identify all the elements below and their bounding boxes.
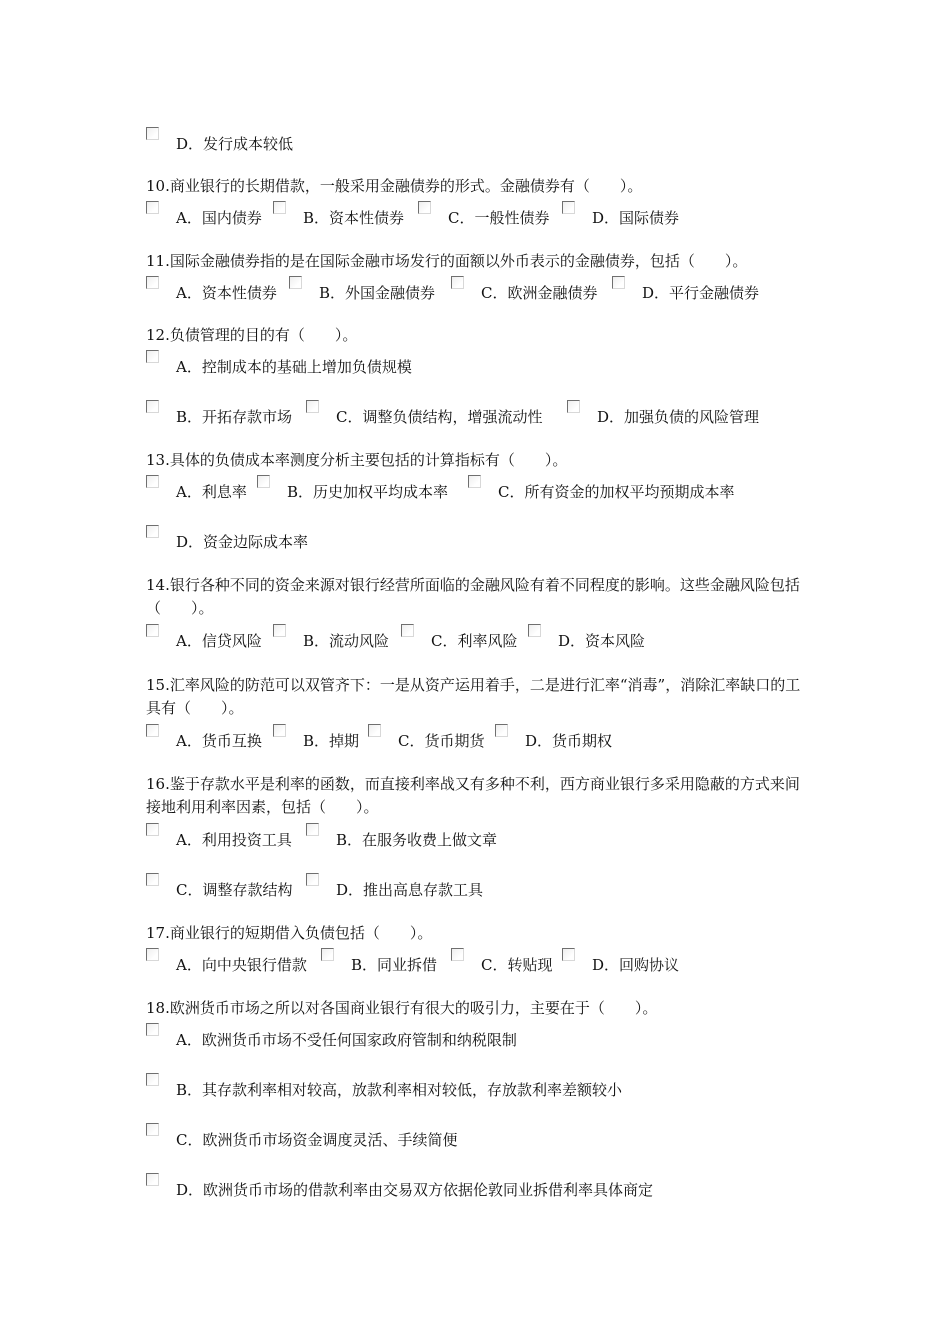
checkbox[interactable]	[146, 624, 159, 637]
option-label: D．货币期权	[525, 732, 613, 750]
option-label: C．调整存款结构	[176, 881, 293, 899]
question-stem	[146, 674, 814, 720]
question-number: 12.	[146, 326, 170, 344]
checkbox[interactable]	[146, 525, 159, 538]
question-number: 17.	[146, 924, 170, 942]
checkbox[interactable]	[146, 127, 159, 140]
option-label: A．控制成本的基础上增加负债规模	[176, 358, 412, 376]
question-stem	[146, 773, 814, 819]
checkbox[interactable]	[146, 475, 159, 488]
option-label: C．转贴现	[481, 956, 553, 974]
question-number: 13.	[146, 451, 170, 469]
question-text: 欧洲货币市场之所以对各国商业银行有很大的吸引力，主要在于（ ）。	[169, 999, 658, 1017]
option-label: D．资本风险	[558, 632, 646, 650]
checkbox[interactable]	[612, 276, 625, 289]
checkbox[interactable]	[289, 276, 302, 289]
option-label: D．欧洲货币市场的借款利率由交易双方依据伦敦同业拆借利率具体商定	[176, 1181, 654, 1199]
checkbox[interactable]	[146, 400, 159, 413]
option-label: C．调整负债结构，增强流动性	[336, 408, 543, 426]
option-label: C．欧洲金融债券	[481, 284, 598, 302]
checkbox[interactable]	[146, 1123, 159, 1136]
question-stem	[146, 574, 814, 620]
question-number: 15.	[146, 676, 170, 694]
checkbox[interactable]	[368, 724, 381, 737]
question-number: 16.	[146, 775, 170, 793]
question-text: 商业银行的短期借入负债包括（ ）。	[169, 924, 433, 942]
question-number: 10.	[146, 177, 170, 195]
option-label: B．在服务收费上做文章	[336, 831, 498, 849]
option-label: B．开拓存款市场	[176, 408, 293, 426]
question-stem	[146, 324, 814, 347]
question-text: 国际金融债券指的是在国际金融市场发行的面额以外币表示的金融债券，包括（ ）。	[169, 252, 748, 270]
checkbox[interactable]	[146, 350, 159, 363]
option-label: B．同业拆借	[351, 956, 438, 974]
option-label: D．平行金融债券	[642, 284, 760, 302]
option-label: A．利息率	[176, 483, 247, 501]
option-label: D．加强负债的风险管理	[597, 408, 760, 426]
option-label: A．信贷风险	[176, 632, 262, 650]
option-label: A．欧洲货币市场不受任何国家政府管制和纳税限制	[176, 1031, 517, 1049]
checkbox[interactable]	[146, 873, 159, 886]
option-label: A．向中央银行借款	[176, 956, 307, 974]
checkbox[interactable]	[146, 1023, 159, 1036]
checkbox[interactable]	[567, 400, 580, 413]
option-label: B．其存款利率相对较高，放款利率相对较低，存放款利率差额较小	[176, 1081, 623, 1099]
checkbox[interactable]	[562, 948, 575, 961]
question-text: 具体的负债成本率测度分析主要包括的计算指标有（ ）。	[169, 451, 568, 469]
checkbox[interactable]	[257, 475, 270, 488]
checkbox[interactable]	[451, 276, 464, 289]
option-label: D．推出高息存款工具	[336, 881, 484, 899]
checkbox[interactable]	[306, 823, 319, 836]
question-text: 银行各种不同的资金来源对银行经营所面临的金融风险有着不同程度的影响。这些金融风险包括（ ）。	[146, 576, 800, 617]
question-text: 汇率风险的防范可以双管齐下：一是从资产运用着手，二是进行汇率“消毒”，消除汇率缺口的工具有（ ）。	[146, 676, 801, 717]
checkbox[interactable]	[468, 475, 481, 488]
option-label: C．所有资金的加权平均预期成本率	[498, 483, 735, 501]
checkbox[interactable]	[401, 624, 414, 637]
question-stem	[146, 997, 814, 1020]
checkbox[interactable]	[146, 948, 159, 961]
checkbox[interactable]	[146, 276, 159, 289]
option-label: C．欧洲货币市场资金调度灵活、手续简便	[176, 1131, 458, 1149]
option-label: A．货币互换	[176, 732, 262, 750]
option-label: A．国内债券	[176, 209, 262, 227]
checkbox[interactable]	[273, 624, 286, 637]
checkbox[interactable]	[146, 1073, 159, 1086]
question-text: 负债管理的目的有（ ）。	[169, 326, 358, 344]
option-label: B．资本性债券	[303, 209, 405, 227]
question-number: 18.	[146, 999, 170, 1017]
checkbox[interactable]	[146, 1173, 159, 1186]
checkbox[interactable]	[146, 201, 159, 214]
option-label: D．发行成本较低	[176, 135, 294, 153]
question-stem	[146, 175, 814, 198]
question-stem	[146, 250, 814, 273]
option-label: D．资金边际成本率	[176, 533, 309, 551]
option-label: C．利率风险	[431, 632, 518, 650]
option-label: A．资本性债券	[176, 284, 277, 302]
checkbox[interactable]	[528, 624, 541, 637]
question-text: 商业银行的长期借款，一般采用金融债券的形式。金融债券有（ ）。	[169, 177, 643, 195]
question-number: 11.	[146, 252, 170, 270]
question-text: 鉴于存款水平是利率的函数，而直接利率战又有多种不利，西方商业银行多采用隐蔽的方式来间接地利用利率因素，包括（ ）。	[146, 775, 800, 816]
option-label: B．历史加权平均成本率	[287, 483, 449, 501]
checkbox[interactable]	[451, 948, 464, 961]
option-label: B．流动风险	[303, 632, 390, 650]
checkbox[interactable]	[306, 400, 319, 413]
checkbox[interactable]	[306, 873, 319, 886]
checkbox[interactable]	[321, 948, 334, 961]
question-stem	[146, 449, 814, 472]
option-label: D．国际债券	[592, 209, 680, 227]
question-stem	[146, 922, 814, 945]
checkbox[interactable]	[495, 724, 508, 737]
option-label: B．外国金融债券	[319, 284, 436, 302]
option-label: B．掉期	[303, 732, 360, 750]
checkbox[interactable]	[146, 724, 159, 737]
checkbox[interactable]	[273, 724, 286, 737]
checkbox[interactable]	[562, 201, 575, 214]
checkbox[interactable]	[273, 201, 286, 214]
option-label: C．货币期货	[398, 732, 485, 750]
checkbox[interactable]	[146, 823, 159, 836]
option-label: D．回购协议	[592, 956, 680, 974]
option-label: A．利用投资工具	[176, 831, 292, 849]
question-number: 14.	[146, 576, 170, 594]
checkbox[interactable]	[418, 201, 431, 214]
option-label: C．一般性债券	[448, 209, 550, 227]
